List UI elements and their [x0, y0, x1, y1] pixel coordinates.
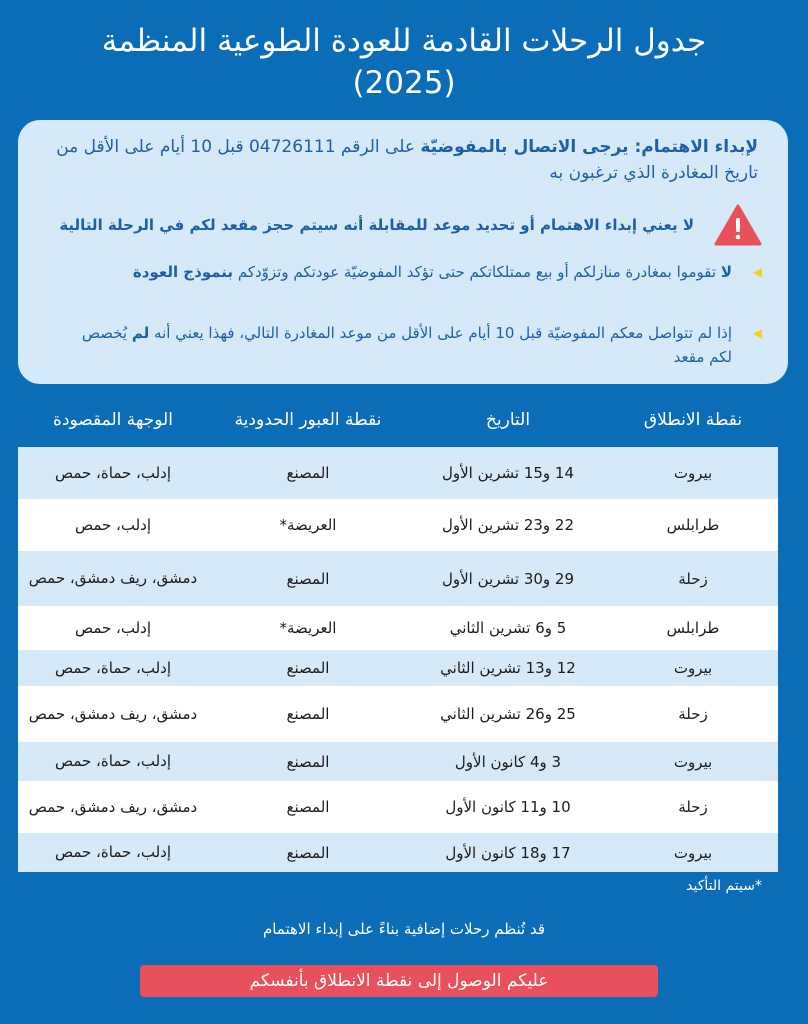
- cell-destination: إدلب، حماة، حمص: [54, 658, 172, 677]
- table-row: [18, 551, 778, 606]
- cell-date: 14 و15 تشرين الأول: [441, 464, 575, 482]
- header-date: التاريخ: [485, 410, 531, 430]
- table-row: [18, 742, 778, 781]
- cell-destination: إدلب، حماة، حمص: [54, 752, 172, 770]
- bullet2-bold: لم: [131, 324, 150, 342]
- cell-date: 29 و30 تشرين الأول: [441, 569, 575, 588]
- cell-border: العريضة*: [279, 516, 337, 534]
- intro-rest: على الرقم 04726111 قبل 10 أيام على الأقل من تاريخ المغادرة الذي ترغبون به: [56, 137, 758, 183]
- cell-departure: زحلة: [678, 569, 708, 588]
- cell-departure: طرابلس: [666, 516, 720, 534]
- warning-row: [44, 204, 762, 246]
- table-row: [18, 447, 778, 499]
- cell-destination: إدلب، حمص: [74, 618, 152, 637]
- table-row: [18, 833, 778, 872]
- table-header: [18, 394, 778, 446]
- arrival-notice-banner: عليكم الوصول إلى نقطة الانطلاق بأنفسكم: [140, 965, 658, 997]
- warning-triangle-icon: [714, 204, 762, 246]
- cell-destination: دمشق، ريف دمشق، حمص: [28, 569, 198, 587]
- cell-border: المصنع: [286, 798, 330, 816]
- cell-border: المصنع: [286, 464, 330, 482]
- bullet1-bold-end: بنموذج العودة: [132, 263, 234, 281]
- cell-border: المصنع: [286, 569, 330, 588]
- header-destination: الوجهة المقصودة: [53, 410, 173, 430]
- cell-border: المصنع: [286, 659, 330, 677]
- info-box: [18, 120, 788, 384]
- cell-departure: بيروت: [673, 752, 713, 771]
- table-row: [18, 650, 778, 686]
- cell-date: 25 و26 تشرين الثاني: [440, 705, 576, 723]
- bullet1-bold-start: لا: [720, 263, 732, 281]
- cell-departure: زحلة: [678, 798, 708, 816]
- cell-departure: بيروت: [673, 464, 713, 482]
- cell-destination: دمشق، ريف دمشق، حمص: [28, 797, 198, 816]
- page-title: [0, 20, 808, 104]
- triangle-bullet-icon: ◀: [752, 326, 762, 340]
- cell-destination: دمشق، ريف دمشق، حمص: [28, 704, 198, 723]
- cell-date: 10 و11 كانون الأول: [445, 798, 571, 816]
- title-line-1: جدول الرحلات القادمة للعودة الطوعية المنظمة: [101, 23, 707, 59]
- cell-date: 5 و6 تشرين الثاني: [449, 619, 567, 637]
- intro-text: [44, 134, 758, 186]
- cell-date: 3 و4 كانون الأول: [454, 752, 562, 771]
- table-row: [18, 606, 778, 650]
- cell-departure: طرابلس: [666, 619, 720, 637]
- cell-date: 22 و23 تشرين الأول: [441, 516, 575, 534]
- cell-departure: بيروت: [673, 659, 713, 677]
- cell-border: العريضة*: [279, 619, 337, 637]
- extra-trips-note: قد تُنظم رحلات إضافية بناءً على إبداء الاهتمام: [262, 920, 546, 938]
- table-row: [18, 499, 778, 551]
- table-row: [18, 686, 778, 742]
- bullet2-end: يُخصص لكم مقعد: [81, 324, 732, 366]
- cell-destination: إدلب، حماة، حمص: [54, 843, 172, 861]
- bullet1-mid: تقوموا بمغادرة منازلكم أو بيع ممتلكاتكم حتى تؤكد المفوضيّة عودتكم وتزوّدكم: [233, 263, 721, 281]
- cell-border: المصنع: [286, 705, 330, 723]
- intro-bold: لإبداء الاهتمام: يرجى الاتصال بالمفوضيّة: [420, 137, 758, 157]
- triangle-bullet-icon: ◀: [752, 265, 762, 279]
- cell-destination: إدلب، حماة، حمص: [54, 463, 172, 482]
- title-line-2: (2025): [352, 65, 456, 101]
- bullet-item-2: [78, 321, 762, 369]
- bullet-item-1: [78, 260, 762, 284]
- cell-destination: إدلب، حمص: [74, 515, 152, 534]
- bullet-text-1: [133, 260, 732, 284]
- cell-departure: بيروت: [673, 843, 713, 862]
- schedule-table: [18, 447, 778, 872]
- bullet2-start: إذا لم تتواصل معكم المفوضيّة قبل 10 أيام على الأقل من موعد المغادرة التالي، فهذا يعني أنه: [149, 324, 732, 342]
- table-row: [18, 781, 778, 833]
- warning-text: لا يعني إبداء الاهتمام أو تحديد موعد للمقابلة أنه سيتم حجز مقعد لكم في الرحلة التالية: [59, 216, 694, 234]
- cell-border: المصنع: [286, 843, 330, 862]
- cell-date: 12 و13 تشرين الثاني: [440, 659, 576, 677]
- bullet-text-2: [78, 321, 732, 369]
- header-border: نقطة العبور الحدودية: [234, 410, 382, 430]
- header-departure: نقطة الانطلاق: [643, 410, 743, 430]
- cell-date: 17 و18 كانون الأول: [445, 843, 571, 862]
- footnote: *سيتم التأكيد: [686, 878, 762, 894]
- cell-departure: زحلة: [678, 705, 708, 723]
- cell-border: المصنع: [286, 752, 330, 771]
